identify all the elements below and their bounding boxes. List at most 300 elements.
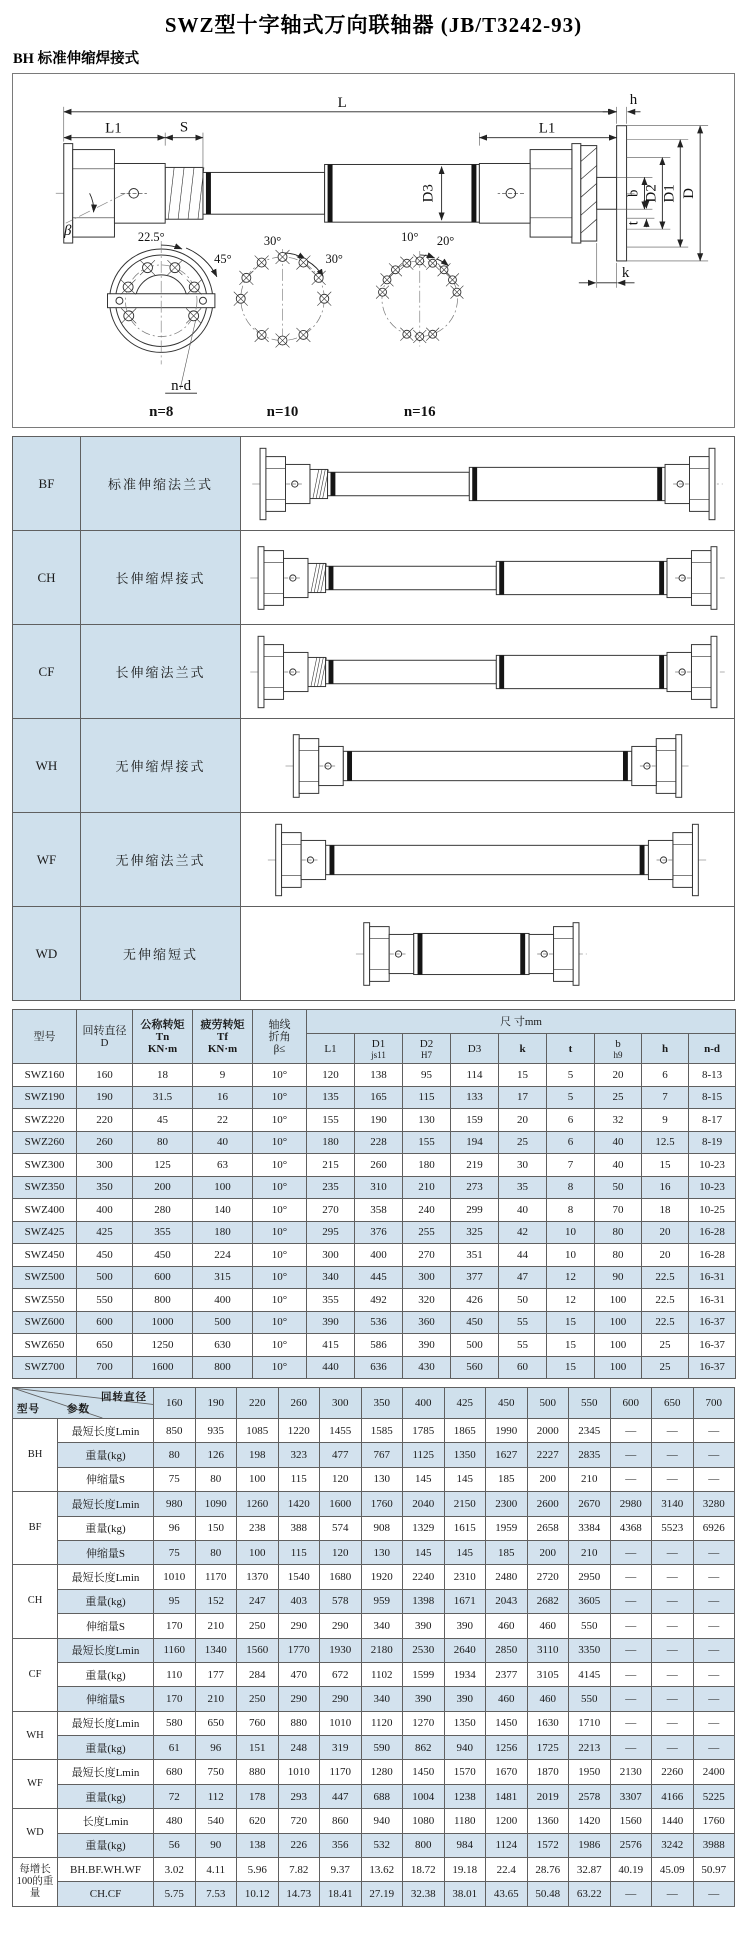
table-cell: 880: [278, 1711, 320, 1735]
table-cell: SWZ160: [13, 1064, 77, 1087]
table-cell: 260: [77, 1131, 133, 1154]
table-cell: 600: [77, 1311, 133, 1334]
table-cell: 500: [193, 1311, 253, 1334]
table-cell: 340: [307, 1266, 355, 1289]
table-cell: 190: [355, 1109, 403, 1132]
table-cell: 10°: [253, 1176, 307, 1199]
table-cell: 767: [361, 1443, 403, 1467]
table-cell: 6: [547, 1109, 595, 1132]
table-cell: —: [693, 1638, 735, 1662]
dim-S: S: [179, 119, 189, 136]
col-header-size-group: 尺 寸mm: [307, 1010, 736, 1034]
table-cell: 15: [547, 1334, 595, 1357]
table-cell: 1360: [527, 1809, 569, 1833]
table-cell: 3242: [652, 1833, 694, 1857]
table-cell: 194: [451, 1131, 499, 1154]
table-cell: 10-23: [689, 1154, 736, 1177]
spec-table-body: [13, 1064, 736, 1379]
table-cell: —: [693, 1687, 735, 1711]
table-cell: 43.65: [486, 1882, 528, 1906]
param-label-cell: CH.CF: [58, 1882, 154, 1906]
angle-label-22-5: 22.5°: [137, 230, 165, 245]
table-cell: —: [652, 1467, 694, 1491]
table-cell: 1270: [403, 1711, 445, 1735]
diameter-header-cell: 190: [195, 1388, 237, 1419]
table-cell: 63: [193, 1154, 253, 1177]
table-cell: 1760: [693, 1809, 735, 1833]
n10-label: n=10: [266, 404, 299, 421]
table-cell: 18.41: [320, 1882, 362, 1906]
table-cell: 350: [77, 1176, 133, 1199]
table-cell: 2835: [569, 1443, 611, 1467]
table-cell: 14.73: [278, 1882, 320, 1906]
table-cell: 210: [403, 1176, 451, 1199]
corner-label-model: 型号: [17, 1404, 40, 1415]
table-cell: 75: [154, 1540, 196, 1564]
diameter-header-cell: 650: [652, 1388, 694, 1419]
corner-label-param: 参数: [67, 1404, 90, 1415]
table-row: [13, 1419, 735, 1443]
table-cell: 100: [193, 1176, 253, 1199]
table-cell: SWZ700: [13, 1356, 77, 1379]
table-cell: 574: [320, 1516, 362, 1540]
table-cell: 45: [133, 1109, 193, 1132]
table-cell: 42: [499, 1221, 547, 1244]
table-cell: 1450: [486, 1711, 528, 1735]
table-cell: SWZ425: [13, 1221, 77, 1244]
table-cell: 210: [569, 1467, 611, 1491]
table-cell: 100: [595, 1289, 642, 1312]
table-cell: 6: [642, 1064, 689, 1087]
table-cell: 2400: [693, 1760, 735, 1784]
table-cell: SWZ300: [13, 1154, 77, 1177]
cf-coupling-drawing: [241, 627, 734, 717]
table-cell: 1010: [320, 1711, 362, 1735]
table-cell: 20: [499, 1109, 547, 1132]
length-table-header-row: [13, 1388, 735, 1419]
table-cell: 2980: [610, 1492, 652, 1516]
table-cell: 1930: [320, 1638, 362, 1662]
table-cell: 120: [320, 1540, 362, 1564]
table-cell: 151: [237, 1736, 279, 1760]
param-label-cell: 重量(kg): [58, 1662, 154, 1686]
table-cell: 40: [595, 1131, 642, 1154]
table-cell: 159: [451, 1109, 499, 1132]
table-cell: 10°: [253, 1154, 307, 1177]
table-cell: 1256: [486, 1736, 528, 1760]
type-code-bf: BF: [13, 437, 81, 531]
table-cell: 8: [547, 1199, 595, 1222]
table-cell: 7: [547, 1154, 595, 1177]
table-cell: 100: [237, 1540, 279, 1564]
dim-L1-right: L1: [538, 120, 556, 137]
table-cell: 355: [133, 1221, 193, 1244]
table-cell: 185: [486, 1467, 528, 1491]
dim-L1-left: L1: [105, 120, 122, 137]
table-cell: 688: [361, 1784, 403, 1808]
table-row: [13, 1131, 736, 1154]
table-cell: 470: [278, 1662, 320, 1686]
table-cell: —: [693, 1589, 735, 1613]
table-cell: —: [610, 1687, 652, 1711]
table-cell: 1200: [486, 1809, 528, 1833]
table-row: [13, 813, 735, 907]
diameter-header-cell: 260: [278, 1388, 320, 1419]
table-cell: 1370: [237, 1565, 279, 1589]
table-cell: 2850: [486, 1638, 528, 1662]
table-cell: 2670: [569, 1492, 611, 1516]
type-drawing-cell: [241, 531, 735, 625]
table-cell: 9.37: [320, 1858, 362, 1882]
table-cell: 260: [355, 1154, 403, 1177]
angle-label-45: 45°: [214, 251, 232, 266]
table-cell: 460: [527, 1614, 569, 1638]
table-cell: 1865: [444, 1419, 486, 1443]
table-cell: 155: [403, 1131, 451, 1154]
table-cell: —: [693, 1467, 735, 1491]
table-cell: 8-19: [689, 1131, 736, 1154]
table-row: [13, 1244, 736, 1267]
table-cell: 2150: [444, 1492, 486, 1516]
table-cell: —: [610, 1882, 652, 1906]
type-code-wd: WD: [13, 907, 81, 1001]
table-cell: 2578: [569, 1784, 611, 1808]
table-row: [13, 1638, 735, 1662]
table-cell: 1180: [444, 1809, 486, 1833]
type-desc-wh: 无伸缩焊接式: [81, 719, 241, 813]
ch-coupling-drawing: [241, 533, 734, 623]
table-cell: 10°: [253, 1356, 307, 1379]
table-cell: 1950: [569, 1760, 611, 1784]
table-cell: —: [652, 1565, 694, 1589]
table-row: [13, 1356, 736, 1379]
table-cell: 480: [154, 1809, 196, 1833]
dim-D2: D2: [643, 184, 660, 203]
table-cell: 300: [403, 1266, 451, 1289]
table-cell: 3110: [527, 1638, 569, 1662]
table-cell: 160: [77, 1064, 133, 1087]
angle-label-20: 20°: [436, 234, 455, 249]
table-cell: 984: [444, 1833, 486, 1857]
table-cell: 145: [403, 1467, 445, 1491]
table-row: [13, 437, 735, 531]
table-cell: 130: [361, 1467, 403, 1491]
table-cell: 500: [77, 1266, 133, 1289]
table-cell: —: [610, 1711, 652, 1735]
table-cell: 10: [547, 1221, 595, 1244]
table-row: [13, 1467, 735, 1491]
table-cell: 299: [451, 1199, 499, 1222]
table-cell: 2310: [444, 1565, 486, 1589]
table-cell: 10-25: [689, 1199, 736, 1222]
table-cell: —: [652, 1638, 694, 1662]
table-cell: 19.18: [444, 1858, 486, 1882]
param-label-cell: 最短长度Lmin: [58, 1492, 154, 1516]
table-cell: 135: [307, 1086, 355, 1109]
table-cell: 1920: [361, 1565, 403, 1589]
table-cell: 1770: [278, 1638, 320, 1662]
table-cell: 13.62: [361, 1858, 403, 1882]
table-cell: 1080: [403, 1809, 445, 1833]
wd-coupling-drawing: [241, 909, 734, 999]
table-cell: —: [652, 1419, 694, 1443]
table-cell: 255: [403, 1221, 451, 1244]
dim-D3: D3: [420, 184, 437, 203]
col-header-h: h: [642, 1034, 689, 1064]
table-cell: 10°: [253, 1086, 307, 1109]
table-cell: 10°: [253, 1289, 307, 1312]
table-cell: 460: [486, 1614, 528, 1638]
type-desc-cf: 长伸缩法兰式: [81, 625, 241, 719]
table-cell: 425: [77, 1221, 133, 1244]
table-cell: 2300: [486, 1492, 528, 1516]
table-cell: —: [610, 1662, 652, 1686]
table-cell: 5: [547, 1064, 595, 1087]
table-row: [13, 1154, 736, 1177]
table-cell: 1170: [320, 1760, 362, 1784]
table-cell: 1870: [527, 1760, 569, 1784]
table-cell: 2600: [527, 1492, 569, 1516]
table-cell: 10°: [253, 1199, 307, 1222]
table-cell: —: [652, 1443, 694, 1467]
table-row: [13, 1687, 735, 1711]
param-label-cell: 重量(kg): [58, 1736, 154, 1760]
dim-D1: D1: [661, 184, 678, 203]
table-cell: 80: [133, 1131, 193, 1154]
flange-circle-labels: [138, 230, 454, 420]
dim-D: D: [681, 187, 698, 199]
table-cell: 18: [133, 1064, 193, 1087]
table-cell: 450: [133, 1244, 193, 1267]
type-drawing-cell: [241, 907, 735, 1001]
spec-table: [12, 1009, 736, 1379]
table-cell: 2658: [527, 1516, 569, 1540]
table-cell: 15: [547, 1356, 595, 1379]
table-row: [13, 1833, 735, 1857]
table-cell: 95: [403, 1064, 451, 1087]
table-cell: 445: [355, 1266, 403, 1289]
table-cell: 238: [237, 1516, 279, 1540]
table-cell: 75: [154, 1467, 196, 1491]
table-cell: 300: [307, 1244, 355, 1267]
col-header-L1: L1: [307, 1034, 355, 1064]
dim-t: t: [625, 221, 642, 226]
table-cell: 12.5: [642, 1131, 689, 1154]
table-cell: 586: [355, 1334, 403, 1357]
table-cell: —: [610, 1467, 652, 1491]
table-cell: 3605: [569, 1589, 611, 1613]
col-header-D2: D2 H7: [403, 1034, 451, 1064]
table-cell: 2227: [527, 1443, 569, 1467]
group-label-cell: WH: [13, 1711, 58, 1760]
table-cell: 2260: [652, 1760, 694, 1784]
table-cell: 5225: [693, 1784, 735, 1808]
table-cell: 180: [403, 1154, 451, 1177]
table-cell: 12: [547, 1289, 595, 1312]
table-cell: 155: [307, 1109, 355, 1132]
nd-note: n-d: [171, 378, 192, 395]
bh-assembly-drawing: [13, 74, 734, 427]
table-cell: 200: [527, 1467, 569, 1491]
table-cell: 862: [403, 1736, 445, 1760]
table-cell: 22.4: [486, 1858, 528, 1882]
table-cell: 200: [527, 1540, 569, 1564]
table-cell: 315: [193, 1266, 253, 1289]
table-cell: 1238: [444, 1784, 486, 1808]
table-cell: 390: [403, 1687, 445, 1711]
table-cell: SWZ450: [13, 1244, 77, 1267]
type-drawing-cell: [241, 719, 735, 813]
table-cell: SWZ500: [13, 1266, 77, 1289]
table-cell: 1600: [320, 1492, 362, 1516]
table-cell: SWZ400: [13, 1199, 77, 1222]
table-cell: 388: [278, 1516, 320, 1540]
group-label-cell: 每增长100的重量: [13, 1858, 58, 1907]
table-cell: 377: [451, 1266, 499, 1289]
table-cell: —: [652, 1736, 694, 1760]
type-desc-ch: 长伸缩焊接式: [81, 531, 241, 625]
group-label-cell: CH: [13, 1565, 58, 1638]
table-cell: 120: [320, 1467, 362, 1491]
table-cell: 1560: [610, 1809, 652, 1833]
table-cell: 550: [569, 1614, 611, 1638]
table-cell: 200: [133, 1176, 193, 1199]
table-cell: —: [610, 1419, 652, 1443]
table-cell: 290: [320, 1687, 362, 1711]
section-subtitle-bh: BH 标准伸缩焊接式: [13, 51, 140, 67]
diameter-header-cell: 400: [403, 1388, 445, 1419]
table-row: [13, 1760, 735, 1784]
table-cell: 18: [642, 1199, 689, 1222]
table-cell: 426: [451, 1289, 499, 1312]
table-cell: 532: [361, 1833, 403, 1857]
col-header-D3: D3: [451, 1034, 499, 1064]
param-label-cell: 长度Lmin: [58, 1809, 154, 1833]
param-label-cell: 伸缩量S: [58, 1540, 154, 1564]
diameter-header-cell: 700: [693, 1388, 735, 1419]
table-cell: 400: [193, 1289, 253, 1312]
table-cell: —: [610, 1736, 652, 1760]
table-cell: 22.5: [642, 1266, 689, 1289]
table-row: [13, 1809, 735, 1833]
table-cell: 1160: [154, 1638, 196, 1662]
table-cell: 220: [77, 1109, 133, 1132]
table-cell: 1090: [195, 1492, 237, 1516]
col-header-k: k: [499, 1034, 547, 1064]
table-cell: 440: [307, 1356, 355, 1379]
table-cell: 63.22: [569, 1882, 611, 1906]
table-cell: 100: [237, 1467, 279, 1491]
table-cell: 2240: [403, 1565, 445, 1589]
table-cell: 672: [320, 1662, 362, 1686]
table-cell: 70: [595, 1199, 642, 1222]
table-cell: 15: [642, 1154, 689, 1177]
table-cell: 1260: [237, 1492, 279, 1516]
table-cell: 3350: [569, 1638, 611, 1662]
table-cell: 150: [195, 1516, 237, 1540]
table-cell: 165: [355, 1086, 403, 1109]
table-cell: 2345: [569, 1419, 611, 1443]
table-row: [13, 1311, 736, 1334]
table-cell: 800: [403, 1833, 445, 1857]
diameter-header-cell: 425: [444, 1388, 486, 1419]
table-cell: 96: [154, 1516, 196, 1540]
bf-coupling-drawing: [241, 439, 734, 529]
table-cell: 56: [154, 1833, 196, 1857]
diameter-header-cell: 160: [154, 1388, 196, 1419]
table-cell: —: [693, 1419, 735, 1443]
dim-h: h: [629, 91, 638, 108]
table-cell: 112: [195, 1784, 237, 1808]
table-cell: 115: [278, 1467, 320, 1491]
col-header-t: t: [547, 1034, 595, 1064]
table-cell: —: [693, 1565, 735, 1589]
table-cell: 25: [642, 1356, 689, 1379]
table-cell: 460: [527, 1687, 569, 1711]
table-cell: 10°: [253, 1064, 307, 1087]
table-cell: 9: [193, 1064, 253, 1087]
table-row: [13, 531, 735, 625]
table-cell: 700: [77, 1356, 133, 1379]
table-cell: —: [610, 1565, 652, 1589]
table-cell: 10.12: [237, 1882, 279, 1906]
table-cell: 580: [154, 1711, 196, 1735]
type-desc-bf: 标准伸缩法兰式: [81, 437, 241, 531]
table-cell: 152: [195, 1589, 237, 1613]
table-cell: 50: [595, 1176, 642, 1199]
diameter-header-cell: 450: [486, 1388, 528, 1419]
table-cell: 290: [320, 1614, 362, 1638]
table-cell: 1350: [444, 1711, 486, 1735]
table-cell: 40: [595, 1154, 642, 1177]
table-cell: 273: [451, 1176, 499, 1199]
table-cell: 760: [237, 1711, 279, 1735]
table-cell: 319: [320, 1736, 362, 1760]
table-row: [13, 1221, 736, 1244]
table-cell: 1220: [278, 1419, 320, 1443]
table-cell: 4368: [610, 1516, 652, 1540]
table-cell: 10°: [253, 1109, 307, 1132]
table-cell: 360: [403, 1311, 451, 1334]
table-row: [13, 1662, 735, 1686]
type-code-wh: WH: [13, 719, 81, 813]
table-cell: 198: [237, 1443, 279, 1467]
table-cell: 145: [444, 1540, 486, 1564]
table-cell: 31.5: [133, 1086, 193, 1109]
table-cell: —: [652, 1687, 694, 1711]
table-cell: 1671: [444, 1589, 486, 1613]
table-cell: 1125: [403, 1443, 445, 1467]
col-header-axis-angle: 轴线 折角 β≤: [253, 1010, 307, 1064]
table-cell: 32.87: [569, 1858, 611, 1882]
table-cell: 290: [278, 1614, 320, 1638]
table-cell: 138: [237, 1833, 279, 1857]
table-cell: 1725: [527, 1736, 569, 1760]
table-cell: 959: [361, 1589, 403, 1613]
group-label-cell: CF: [13, 1638, 58, 1711]
diameter-header-cell: 500: [527, 1388, 569, 1419]
table-cell: 20: [642, 1221, 689, 1244]
table-cell: 72: [154, 1784, 196, 1808]
table-cell: 228: [355, 1131, 403, 1154]
table-cell: 450: [451, 1311, 499, 1334]
table-cell: —: [693, 1443, 735, 1467]
table-cell: 130: [403, 1109, 451, 1132]
table-cell: 355: [307, 1289, 355, 1312]
table-cell: 16-31: [689, 1266, 736, 1289]
type-drawing-cell: [241, 625, 735, 719]
angle-label-10: 10°: [401, 230, 419, 245]
